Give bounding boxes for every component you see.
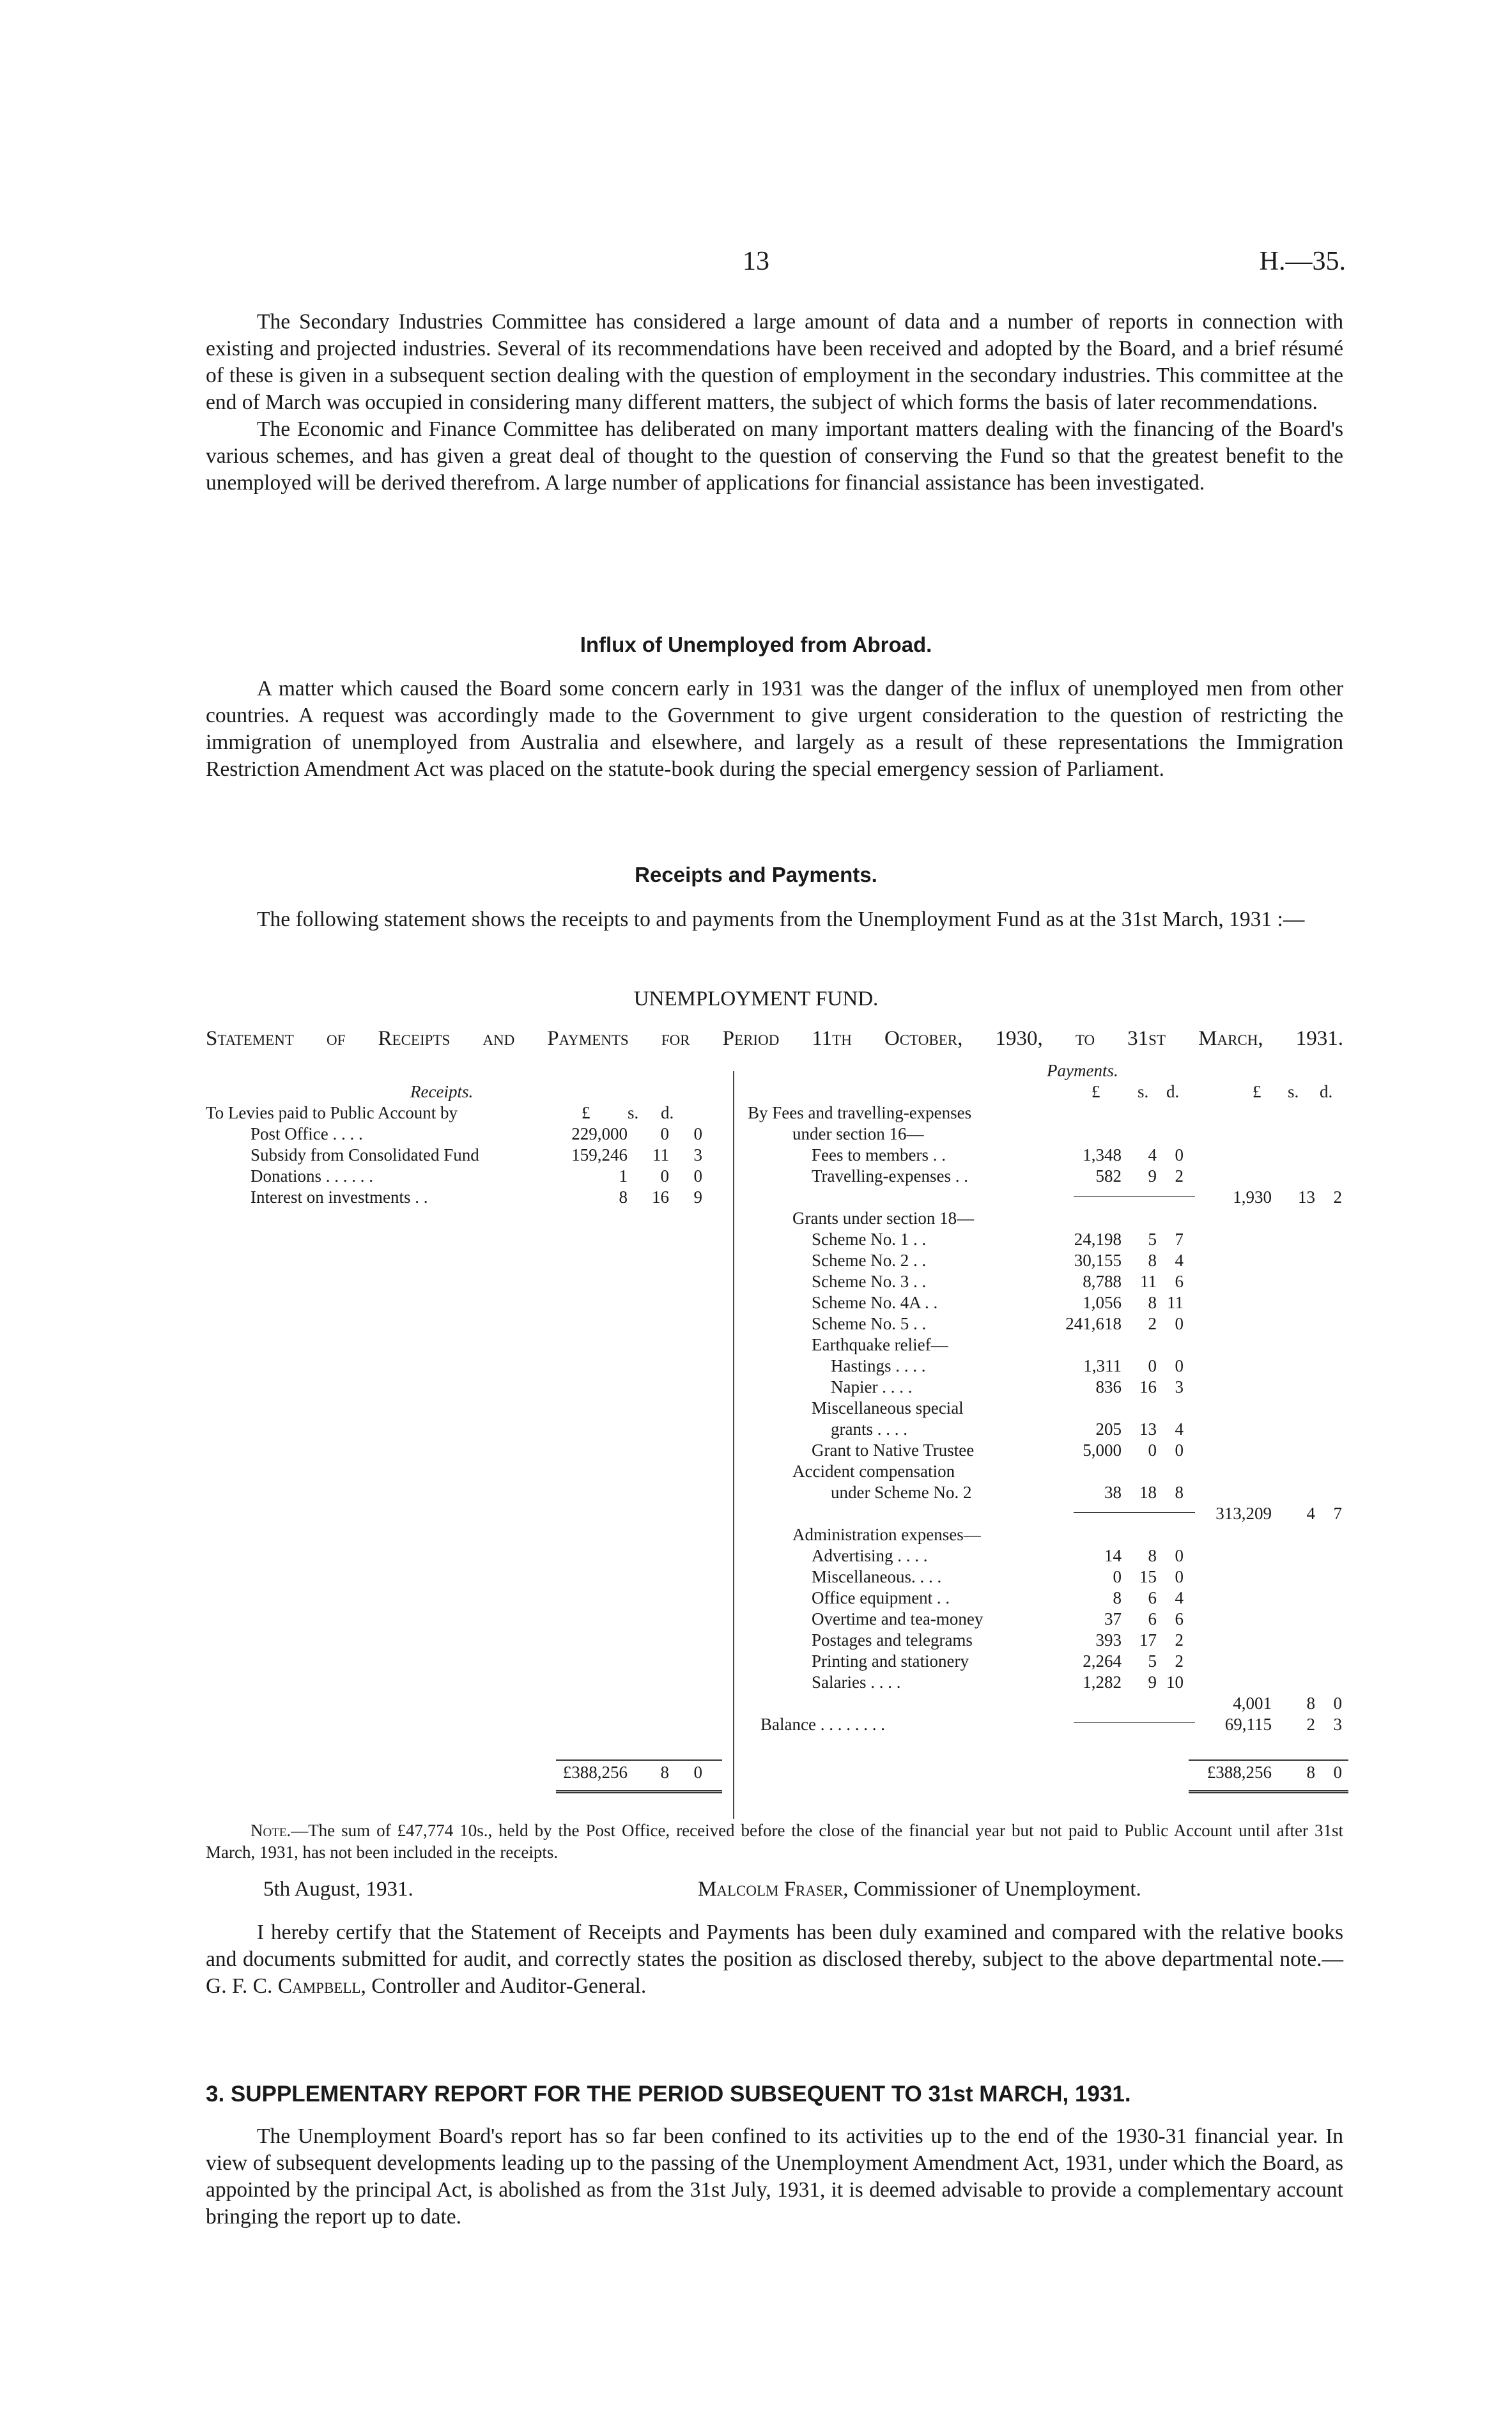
receipts-row-shillings: 16: [652, 1187, 669, 1207]
receipts-row: [206, 1124, 727, 1145]
payments-total-row: [748, 1762, 1348, 1783]
receipts-row-label: To Levies paid to Public Account by: [206, 1103, 458, 1122]
page-number: 13: [743, 247, 769, 276]
payments-row-pence: 0: [1175, 1546, 1184, 1565]
receipts-row-pence: 0: [693, 1166, 702, 1186]
payments-row-label: Grants under section 18—: [792, 1209, 975, 1228]
payments-row-label: grants . . . .: [831, 1419, 907, 1439]
payments-row-pounds: 1,056: [1083, 1293, 1122, 1312]
receipts-intro: [206, 906, 1343, 933]
payments-row-pounds: 836: [1095, 1377, 1122, 1396]
payments-row: [748, 1292, 1348, 1313]
payments-row-label: Postages and telegrams: [812, 1630, 973, 1650]
payments-row-total-pounds: 69,115: [1224, 1715, 1272, 1734]
payments-row: [748, 1187, 1348, 1208]
payments-row: [748, 1672, 1348, 1693]
payments-row-pence: 6: [1175, 1272, 1184, 1291]
payments-row-pence: 7: [1175, 1230, 1184, 1249]
payments-row: [748, 1714, 1348, 1735]
payments-row-pence: 4: [1175, 1588, 1184, 1607]
payments-row-shillings: 8: [1148, 1293, 1157, 1312]
payments-row-label: Scheme No. 2 . .: [812, 1251, 927, 1270]
receipts-col-pence: d.: [661, 1103, 674, 1122]
payments-row-pence: 10: [1166, 1673, 1184, 1692]
payments-row-label: under section 16—: [792, 1124, 924, 1143]
payments-row: [748, 1208, 1348, 1229]
payments-row-label: Hastings . . . .: [831, 1356, 926, 1375]
note-text: —The sum of £47,774 10s., held by the Post Office, received before the close of the financial year but not paid to Public Account until after 31st March, 1931, has not been included in the receipts.: [206, 1821, 1343, 1862]
payments-row: [748, 1398, 1348, 1419]
receipts-heading: Receipts.: [410, 1082, 474, 1101]
receipts-row-pence: 3: [693, 1145, 702, 1164]
payments-row-total-pence: 2: [1333, 1187, 1342, 1207]
payments-total-pounds: £388,256: [1207, 1763, 1272, 1782]
payments-ledger: [748, 1060, 1348, 1735]
payments-row-total-shillings: 13: [1298, 1187, 1315, 1207]
payments-row-label: Scheme No. 1 . .: [812, 1230, 927, 1249]
payments-row-total-shillings: 2: [1306, 1715, 1315, 1734]
payments-row: [748, 1145, 1348, 1166]
receipts-col-pound: £: [582, 1103, 590, 1122]
paragraph-secondary-industries: The Secondary Industries Committee has considered a large amount of data and a number of reports in connection with existing and projected industries. Several of its recommendations have been received and adopted by the Board, and a brief résumé of these is given in a subsequent section dealing with the question of employment in the secondary industries. This committee at the end of March was occupied in considering many different matters, the subject of which forms the basis of later recommendations.: [206, 310, 1343, 414]
receipts-total-shillings: 8: [660, 1763, 669, 1782]
supplementary-section: [206, 2123, 1343, 2231]
payments-row-label: under Scheme No. 2: [831, 1483, 972, 1502]
receipts-row: [206, 1166, 727, 1187]
payments-row-shillings: 9: [1148, 1673, 1157, 1692]
paragraph-influx: A matter which caused the Board some concern early in 1931 was the danger of the influx of unemployed men from other countries. A request was accordingly made to the Government to give urgent consideration to the question of restricting the immigration of unemployed from Australia and elsewhere, and largely as a result of these representations the Immigration Restriction Amendment Act was placed on the statute-book during the special emergency session of Parliament.: [206, 677, 1343, 781]
payments-row-pence: 0: [1175, 1145, 1184, 1164]
payments-row: [748, 1545, 1348, 1566]
document-reference: H.—35.: [1259, 247, 1346, 276]
certificate-section: [206, 1919, 1343, 2000]
receipts-total-pence: 0: [693, 1763, 702, 1782]
payments-row-label: Administration expenses—: [792, 1525, 981, 1544]
payments-row-shillings: 5: [1148, 1651, 1157, 1671]
payments-row-label: Printing and stationery: [812, 1651, 969, 1671]
payments-row-shillings: 18: [1139, 1483, 1157, 1502]
payments-row-pence: 2: [1175, 1630, 1184, 1650]
payments-row-label: Salaries . . . .: [812, 1673, 901, 1692]
payments-row-total-pounds: 1,930: [1233, 1187, 1272, 1207]
receipts-row-pounds: 8: [619, 1187, 628, 1207]
payments-row-pence: 8: [1175, 1483, 1184, 1502]
paragraph-economic-finance: The Economic and Finance Committee has deliberated on many important matters dealing with the financing of the Board's various schemes, and has given a great deal of thought to the question of conserving the Fund so that the greatest benefit to the unemployed will be derived therefrom. A large number of applications for financial assistance has been investigated.: [206, 417, 1343, 495]
payments-row-label: Scheme No. 4A . .: [812, 1293, 938, 1312]
payments-row-pounds: 5,000: [1083, 1441, 1122, 1460]
certificate-name: Campbell: [277, 1974, 361, 1998]
paragraph-supplementary: The Unemployment Board's report has so far been confined to its activities up to the end of the 1930-31 financial year. In view of subsequent developments leading up to the passing of the Unemployment Amendment Act, 1931, under which the Board, as appointed by the principal Act, is abolished as from the 31st July, 1931, it is deemed advisable to provide a complementary account bringing the report up to date.: [206, 2124, 1343, 2229]
payments-row-pounds: 38: [1104, 1483, 1122, 1502]
signature-line: [263, 1878, 1343, 1901]
receipts-row-pounds: 159,246: [571, 1145, 628, 1164]
signature-name: Malcolm Fraser: [698, 1878, 844, 1901]
payments-row-shillings: 16: [1139, 1377, 1157, 1396]
payments-row: [748, 1588, 1348, 1609]
payments-row: [748, 1356, 1348, 1377]
payments-row-total-shillings: 4: [1306, 1504, 1315, 1523]
signature-title: , Commissioner of Unemployment.: [843, 1878, 1141, 1901]
receipts-row-shillings: 11: [652, 1145, 669, 1164]
payments-row-label: Accident compensation: [792, 1462, 955, 1481]
statement-note: [206, 1820, 1343, 1863]
payments-row-pounds: 30,155: [1074, 1251, 1122, 1270]
payments-row: [748, 1229, 1348, 1250]
payments-row-shillings: 11: [1140, 1272, 1157, 1291]
receipts-row-label: Donations . . . . . .: [251, 1166, 373, 1186]
subtotal-rule-fees: [1074, 1196, 1195, 1197]
payments-row-shillings: 13: [1139, 1419, 1157, 1439]
payments-row-label: Miscellaneous. . . .: [812, 1567, 942, 1586]
payments-row-pence: 4: [1175, 1251, 1184, 1270]
payments-row-label: Napier . . . .: [831, 1377, 913, 1396]
heading-receipts-payments: Receipts and Payments.: [635, 863, 877, 886]
receipts-total-top-rule: [556, 1759, 722, 1761]
payments-row-shillings: 8: [1148, 1251, 1157, 1270]
receipts-row-shillings: 0: [660, 1166, 669, 1186]
heading-influx: Influx of Unemployed from Abroad.: [580, 633, 932, 656]
payments-col-pence: d.: [1166, 1082, 1180, 1101]
receipts-col-shillings: s.: [628, 1103, 639, 1122]
receipts-row-label: Subsidy from Consolidated Fund: [251, 1145, 479, 1164]
payments-row: [748, 1482, 1348, 1503]
influx-section: [206, 676, 1343, 783]
payments-row-shillings: 9: [1148, 1166, 1157, 1186]
payments-row-label: Office equipment . .: [812, 1588, 950, 1607]
receipts-row-pence: 9: [693, 1187, 702, 1207]
payments-row-total-pence: 3: [1333, 1715, 1342, 1734]
payments-row-label: Grant to Native Trustee: [812, 1441, 975, 1460]
receipts-row-pounds: 1: [619, 1166, 628, 1186]
receipts-row-label: Post Office . . . .: [251, 1124, 363, 1143]
payments-row: [748, 1377, 1348, 1398]
payments-row: [748, 1651, 1348, 1672]
payments-row-shillings: 17: [1139, 1630, 1157, 1650]
payments-row-pounds: 241,618: [1065, 1314, 1122, 1333]
receipts-row-shillings: 0: [660, 1124, 669, 1143]
certificate-title: , Controller and Auditor-General.: [360, 1974, 647, 1998]
intro-section: [206, 309, 1343, 497]
payments-row-pounds: 37: [1104, 1609, 1122, 1628]
payments-row-pence: 3: [1175, 1377, 1184, 1396]
payments-row-total-pounds: 313,209: [1215, 1504, 1272, 1523]
subtotal-rule-grants: [1074, 1512, 1195, 1513]
payments-row-pence: 0: [1175, 1567, 1184, 1586]
payments-row-label: Miscellaneous special: [812, 1398, 964, 1418]
payments-total-col-pound: £: [1253, 1082, 1261, 1101]
payments-row-pence: 2: [1175, 1166, 1184, 1186]
payments-row-pounds: 8: [1113, 1588, 1122, 1607]
payments-row: [748, 1503, 1348, 1524]
payments-row-shillings: 5: [1148, 1230, 1157, 1249]
payments-row: [748, 1419, 1348, 1440]
payments-row: [748, 1250, 1348, 1271]
payments-row: [748, 1524, 1348, 1545]
payments-row-pounds: 393: [1095, 1630, 1122, 1650]
payments-row: [748, 1166, 1348, 1187]
payments-row: [748, 1440, 1348, 1461]
receipts-row: [206, 1145, 727, 1166]
payments-row: [748, 1566, 1348, 1588]
payments-row-total-pounds: 4,001: [1233, 1694, 1272, 1713]
payments-row-pounds: 24,198: [1074, 1230, 1122, 1249]
payments-total-bottom-rule: [1189, 1790, 1348, 1793]
payments-row-pounds: 2,264: [1083, 1651, 1122, 1671]
payments-row: [748, 1609, 1348, 1630]
payments-rows: [748, 1102, 1348, 1735]
payments-row-label: Fees to members . .: [812, 1145, 946, 1164]
payments-row-shillings: 0: [1148, 1441, 1157, 1460]
certificate-text: I hereby certify that the Statement of Receipts and Payments has been duly examined and compared with the relative books and documents submitted for audit, and correctly states the position as disclosed thereby, subject to the above departmental note.—G. F. C.: [206, 1921, 1343, 1998]
payments-row-label: Travelling-expenses . .: [812, 1166, 968, 1186]
payments-total-col-shillings: s.: [1288, 1082, 1299, 1101]
payments-row: [748, 1313, 1348, 1334]
note-label: Note.: [251, 1821, 291, 1840]
payments-row: [748, 1461, 1348, 1482]
payments-row-total-pence: 0: [1333, 1694, 1342, 1713]
statement-title: Statement of Receipts and Payments for Period 11th October, 1930, to 31st March, 1931.: [206, 1027, 1343, 1050]
payments-row-pence: 0: [1175, 1314, 1184, 1333]
payments-row-shillings: 6: [1148, 1588, 1157, 1607]
payments-row: [748, 1334, 1348, 1356]
payments-row-shillings: 8: [1148, 1546, 1157, 1565]
payments-total-top-rule: [1189, 1759, 1348, 1761]
payments-row-pounds: 0: [1113, 1567, 1122, 1586]
receipts-total-bottom-rule: [556, 1790, 722, 1793]
receipts-row-pounds: 229,000: [571, 1124, 628, 1143]
receipts-row-label: Interest on investments . .: [251, 1187, 428, 1207]
payments-row: [748, 1124, 1348, 1145]
ledger-divider: [733, 1071, 734, 1819]
payments-row: [748, 1693, 1348, 1714]
fund-title: UNEMPLOYMENT FUND.: [633, 987, 879, 1010]
paragraph-certificate: [206, 1919, 1343, 2000]
subtotal-rule-admin: [1074, 1722, 1195, 1723]
payments-row: [748, 1630, 1348, 1651]
payments-row-label: Advertising . . . .: [812, 1546, 928, 1565]
payments-row: [748, 1271, 1348, 1292]
payments-col-pound: £: [1092, 1082, 1100, 1101]
payments-row-pounds: 1,348: [1083, 1145, 1122, 1164]
receipts-row-pence: 0: [693, 1124, 702, 1143]
payments-row-shillings: 15: [1139, 1567, 1157, 1586]
payments-row-pounds: 14: [1104, 1546, 1122, 1565]
payments-row-label: Earthquake relief—: [812, 1335, 948, 1354]
payments-row-pounds: 1,311: [1083, 1356, 1122, 1375]
payments-total-pence: 0: [1333, 1763, 1342, 1782]
payments-row-pence: 0: [1175, 1441, 1184, 1460]
payments-row-label: By Fees and travelling-expenses: [748, 1103, 972, 1122]
payments-row-pence: 4: [1175, 1419, 1184, 1439]
payments-row-shillings: 4: [1148, 1145, 1157, 1164]
paragraph-statement-intro: The following statement shows the receipts to and payments from the Unemployment Fund as at the 31st March, 1931 :—: [257, 908, 1305, 931]
payments-row: [748, 1102, 1348, 1124]
payments-total-col-pence: d.: [1320, 1082, 1333, 1101]
payments-row-shillings: 0: [1148, 1356, 1157, 1375]
receipts-total-pounds: £388,256: [562, 1763, 628, 1782]
payments-row-total-pence: 7: [1333, 1504, 1342, 1523]
payments-row-pence: 2: [1175, 1651, 1184, 1671]
payments-row-pence: 11: [1167, 1293, 1184, 1312]
signature-date: 5th August, 1931.: [263, 1878, 413, 1901]
payments-row-label: Scheme No. 3 . .: [812, 1272, 927, 1291]
payments-row-pounds: 8,788: [1083, 1272, 1122, 1291]
receipts-total-row: [206, 1762, 727, 1783]
payments-row-shillings: 6: [1148, 1609, 1157, 1628]
payments-row-pence: 6: [1175, 1609, 1184, 1628]
payments-row-label: Scheme No. 5 . .: [812, 1314, 927, 1333]
payments-row-label: Overtime and tea-money: [812, 1609, 984, 1628]
payments-row-pence: 0: [1175, 1356, 1184, 1375]
payments-total-shillings: 8: [1306, 1763, 1315, 1782]
payments-heading: Payments.: [1047, 1061, 1118, 1080]
receipts-row: [206, 1187, 727, 1208]
payments-row-pounds: 582: [1095, 1166, 1122, 1186]
heading-supplementary-report: 3. SUPPLEMENTARY REPORT FOR THE PERIOD SUBSEQUENT TO 31st MARCH, 1931.: [206, 2082, 1131, 2107]
payments-row-pounds: 1,282: [1083, 1673, 1122, 1692]
payments-row-shillings: 2: [1148, 1314, 1157, 1333]
payments-col-shillings: s.: [1138, 1082, 1149, 1101]
payments-row-pounds: 205: [1095, 1419, 1122, 1439]
payments-row-total-shillings: 8: [1306, 1694, 1315, 1713]
payments-row-label: Balance . . . . . . . .: [760, 1715, 885, 1734]
